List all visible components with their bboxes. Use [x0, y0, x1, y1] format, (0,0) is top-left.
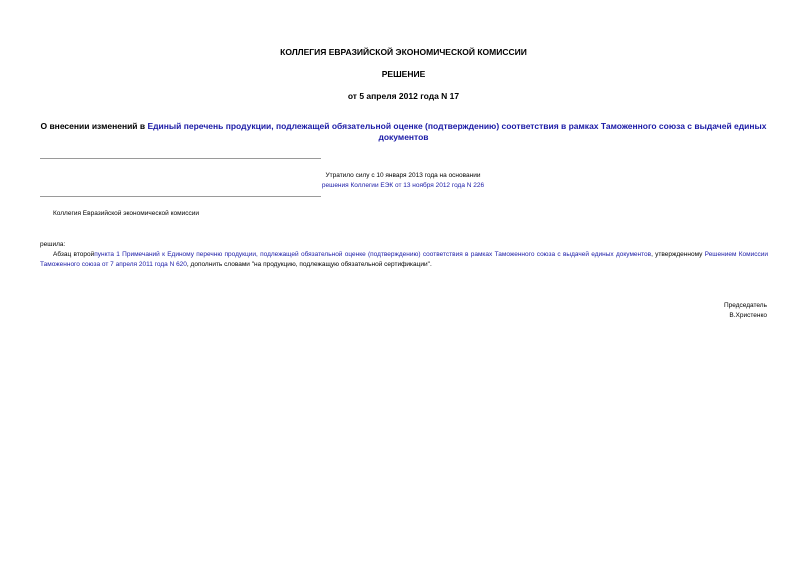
body-link-note[interactable]: пункта 1 Примечаний к Единому перечню продукции, подлежащей обязательной оценке (подтверждению) соответствия в рамках Таможенного союза с выдачей единых документов — [94, 251, 652, 258]
divider-top — [40, 158, 321, 159]
body-text-part1: Абзац второй — [53, 251, 95, 258]
document-date-number: от 5 апреля 2012 года N 17 — [347, 91, 460, 101]
signature-name: В.Христенко — [729, 312, 767, 319]
status-note-link[interactable]: решения Коллегии ЕЭК от 13 ноября 2012 года N 226 — [321, 182, 485, 189]
body-link-decision[interactable]: Решением Комиссии Таможенного союза от 7 апреля 2011 года N 620 — [40, 251, 768, 268]
document-type: РЕШЕНИЕ — [381, 69, 426, 79]
signature-title: Председатель — [723, 302, 767, 309]
organization-header: КОЛЛЕГИЯ ЕВРАЗИЙСКОЙ ЭКОНОМИЧЕСКОЙ КОМИССИИ — [280, 47, 527, 57]
body-text-part3: , дополнить словами "на продукцию, подлежащую обязательной сертификации". — [186, 260, 432, 268]
body-text-part2: , утвержденному — [651, 251, 705, 258]
body-paragraph — [40, 250, 768, 269]
issuer-text: Коллегия Евразийской экономической комиссии — [53, 210, 199, 217]
divider-bottom — [40, 196, 321, 197]
title-prefix: О внесении изменений в — [40, 121, 148, 131]
status-note-line2 — [180, 181, 626, 190]
status-note-text: Утратило силу с 10 января 2013 года на основании — [325, 172, 481, 179]
decided-text: решила: — [40, 241, 66, 248]
title-link[interactable]: Единый перечень продукции, подлежащей обязательной оценке (подтверждению) соответствия в рамках Таможенного союза с выдачей единых документов — [147, 121, 767, 142]
document-title — [40, 121, 767, 143]
